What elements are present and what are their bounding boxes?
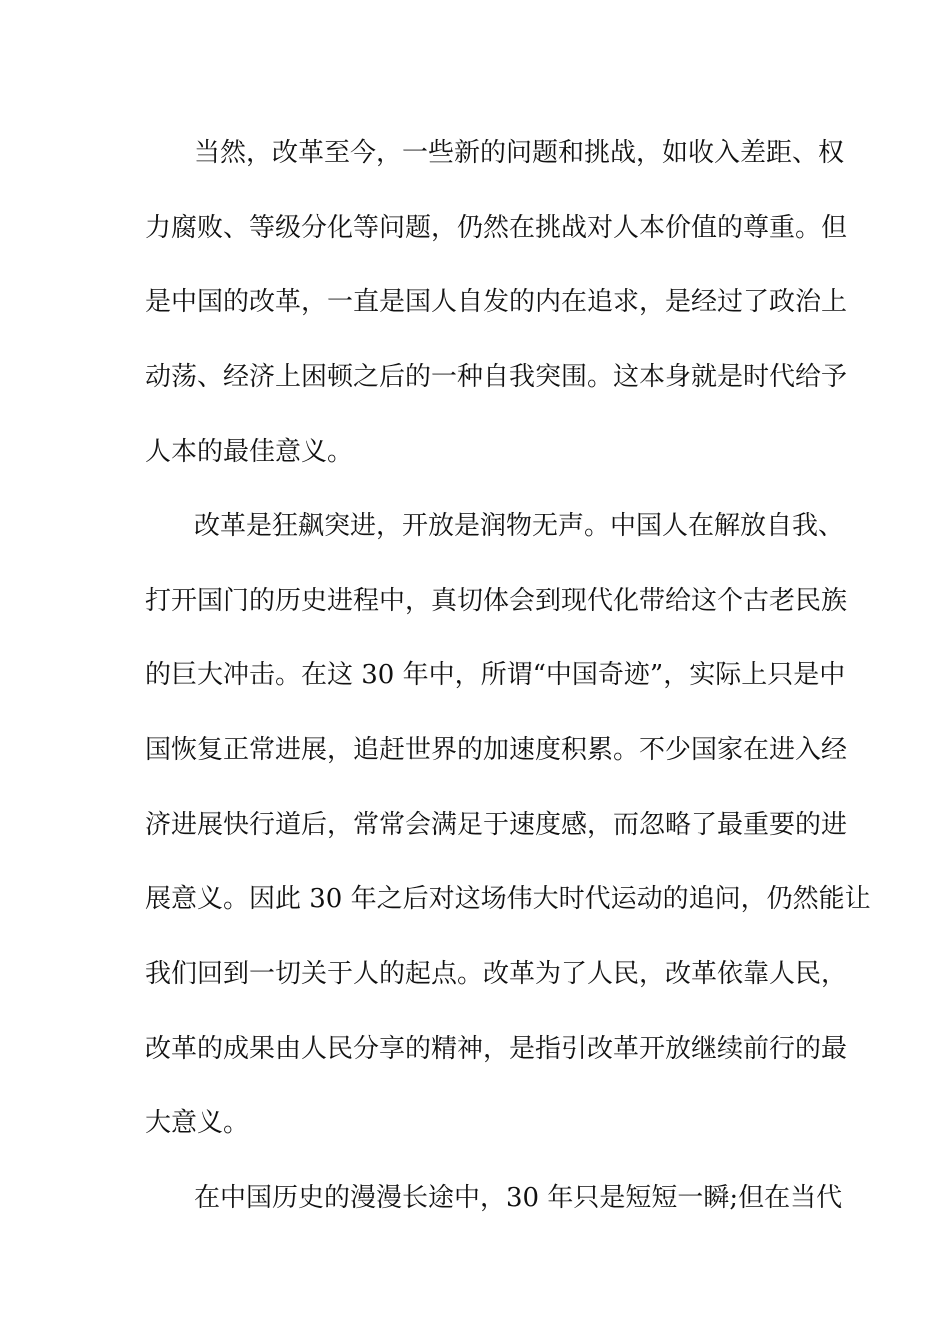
paragraph-1-line-3: 是中国的改革，一直是国人自发的内在追求，是经过了政治上 bbox=[145, 287, 848, 317]
paragraph-2-line-5: 济进展快行道后，常常会满足于速度感，而忽略了最重要的进 bbox=[145, 810, 848, 840]
paragraph-1-line-4: 动荡、经济上困顿之后的一种自我突围。这本身就是时代给予 bbox=[145, 362, 848, 392]
paragraph-1-line-2: 力腐败、等级分化等问题，仍然在挑战对人本价值的尊重。但 bbox=[145, 213, 848, 243]
paragraph-2-line-3: 的巨大冲击。在这 30 年中，所谓“中国奇迹”，实际上只是中 bbox=[145, 660, 846, 690]
paragraph-2-line-1: 改革是狂飙突进，开放是润物无声。中国人在解放自我、 bbox=[194, 511, 845, 541]
paragraph-2-line-8: 改革的成果由人民分享的精神，是指引改革开放继续前行的最 bbox=[145, 1034, 848, 1064]
paragraph-1-line-1: 当然，改革至今，一些新的问题和挑战，如收入差距、权 bbox=[194, 138, 845, 168]
paragraph-2-line-2: 打开国门的历史进程中，真切体会到现代化带给这个古老民族 bbox=[145, 586, 848, 616]
paragraph-2-line-6: 展意义。因此 30 年之后对这场伟大时代运动的追问，仍然能让 bbox=[145, 884, 871, 914]
paragraph-2-line-7: 我们回到一切关于人的起点。改革为了人民，改革依靠人民， bbox=[145, 959, 848, 989]
paragraph-2-line-9: 大意义。 bbox=[145, 1108, 250, 1138]
paragraph-1-line-5: 人本的最佳意义。 bbox=[145, 437, 354, 467]
paragraph-2-line-4: 国恢复正常进展，追赶世界的加速度积累。不少国家在进入经 bbox=[145, 735, 848, 765]
paragraph-3-line-1: 在中国历史的漫漫长途中，30 年只是短短一瞬;但在当代 bbox=[194, 1183, 843, 1213]
